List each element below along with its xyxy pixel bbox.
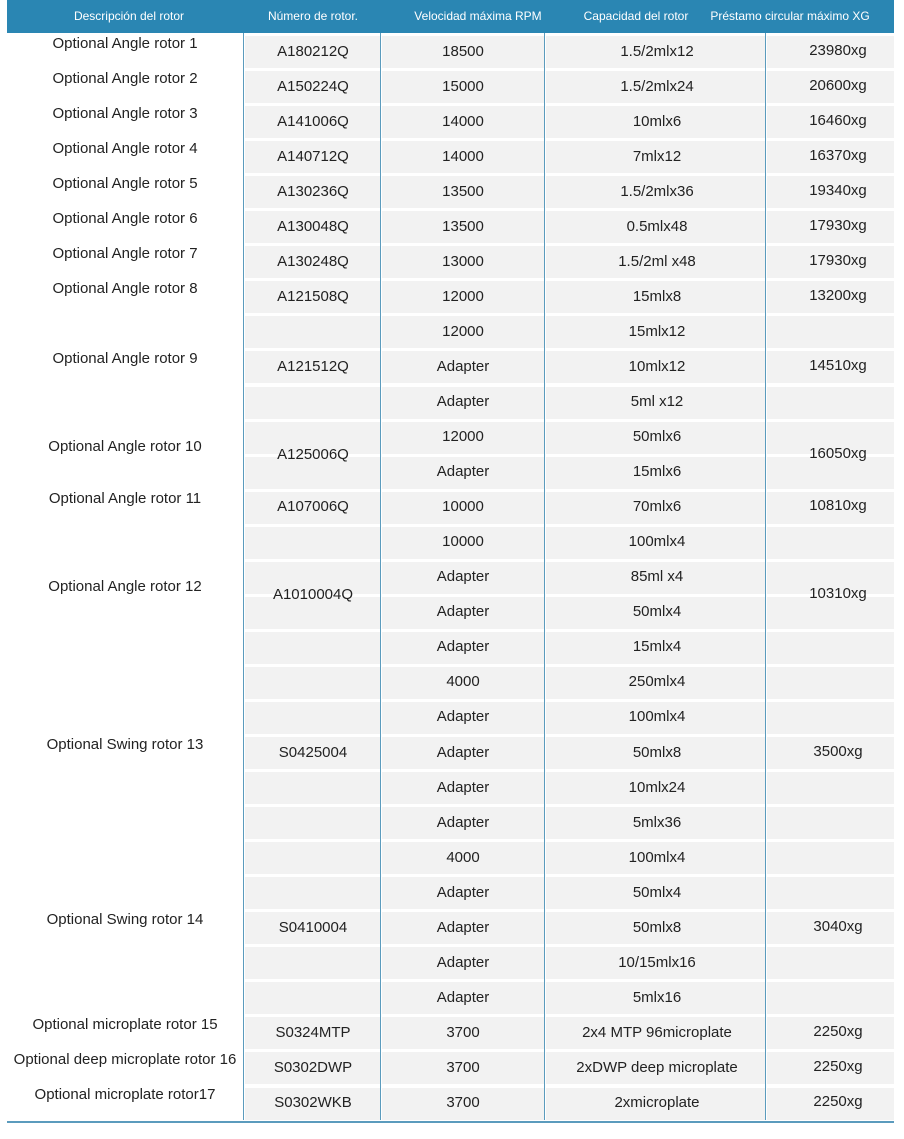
max-rpm: Adapter	[436, 568, 490, 586]
cell-band	[245, 982, 380, 1014]
cell-band	[767, 947, 894, 979]
max-rpm: Adapter	[436, 638, 490, 656]
cell-band	[245, 387, 380, 419]
rotor-number: S0324MTP	[275, 1023, 351, 1041]
cell-band	[767, 982, 894, 1014]
max-xg: 2250xg	[813, 1093, 863, 1111]
max-xg: 16050xg	[809, 444, 867, 462]
cell-band	[245, 316, 380, 348]
rotor-number: A141006Q	[277, 112, 349, 130]
max-rpm: 14000	[442, 147, 484, 165]
rotor-capacity: 50mlx6	[632, 428, 682, 446]
max-rpm: 13000	[442, 252, 484, 270]
rotor-capacity: 1.5/2mlx36	[620, 182, 694, 200]
max-rpm: 12000	[442, 322, 484, 340]
max-rpm: Adapter	[436, 988, 490, 1006]
column-divider	[765, 33, 766, 1120]
rotor-number: A130248Q	[277, 252, 349, 270]
rotor-description: Optional Angle rotor 11	[48, 490, 202, 508]
rotor-number: S0425004	[278, 743, 348, 761]
cell-band	[245, 877, 380, 909]
column-header: Capacidad del rotor	[583, 9, 689, 23]
column-header: Número de rotor.	[267, 9, 359, 23]
rotor-capacity: 1.5/2mlx12	[620, 42, 694, 60]
max-rpm: 3700	[446, 1094, 480, 1112]
max-xg: 16370xg	[809, 146, 867, 164]
rotor-description: Optional microplate rotor17	[34, 1086, 216, 1104]
rotor-description: Optional microplate rotor 15	[32, 1015, 218, 1033]
cell-band	[245, 947, 380, 979]
rotor-capacity: 50mlx8	[632, 743, 682, 761]
column-divider	[544, 33, 545, 1120]
rotor-capacity: 5ml x12	[630, 393, 684, 411]
rotor-capacity: 50mlx4	[632, 603, 682, 621]
cell-band	[245, 842, 380, 874]
max-rpm: 14000	[442, 112, 484, 130]
rotor-description: Optional Angle rotor 3	[52, 104, 198, 122]
max-xg: 3040xg	[813, 917, 863, 935]
rotor-description: Optional Angle rotor 12	[48, 577, 202, 595]
max-rpm: Adapter	[436, 883, 490, 901]
rotor-number: A140712Q	[277, 147, 349, 165]
rotor-capacity: 15mlx12	[628, 322, 686, 340]
rotor-capacity: 10mlx12	[628, 357, 686, 375]
max-xg: 10310xg	[809, 584, 867, 602]
cell-band	[245, 632, 380, 664]
max-rpm: 13500	[442, 217, 484, 235]
rotor-capacity: 5mlx36	[632, 813, 682, 831]
max-rpm: 12000	[442, 287, 484, 305]
cell-band	[245, 527, 380, 559]
rotor-description: Optional Angle rotor 5	[52, 174, 198, 192]
cell-band	[767, 527, 894, 559]
max-rpm: Adapter	[436, 918, 490, 936]
cell-band	[767, 387, 894, 419]
rotor-capacity: 100mlx4	[628, 708, 686, 726]
rotor-description: Optional Angle rotor 10	[48, 437, 202, 455]
cell-band	[767, 772, 894, 804]
max-xg: 17930xg	[809, 251, 867, 269]
table-bottom-border	[7, 1121, 894, 1123]
rotor-capacity: 15mlx4	[632, 638, 682, 656]
max-rpm: Adapter	[436, 357, 490, 375]
rotor-capacity: 1.5/2mlx24	[620, 77, 694, 95]
cell-band	[245, 807, 380, 839]
rotor-description: Optional Angle rotor 8	[52, 279, 198, 297]
max-xg: 2250xg	[813, 1057, 863, 1075]
cell-band	[767, 877, 894, 909]
rotor-description: Optional Angle rotor 2	[52, 69, 198, 87]
max-rpm: 12000	[442, 428, 484, 446]
cell-band	[767, 316, 894, 348]
rotor-capacity: 70mlx6	[632, 498, 682, 516]
rotor-capacity: 5mlx16	[632, 988, 682, 1006]
max-rpm: 4000	[446, 848, 480, 866]
rotor-number: A180212Q	[277, 42, 349, 60]
max-rpm: Adapter	[436, 393, 490, 411]
max-rpm: 3700	[446, 1023, 480, 1041]
rotor-description: Optional Swing rotor 14	[46, 910, 204, 928]
max-xg: 2250xg	[813, 1022, 863, 1040]
cell-band	[245, 772, 380, 804]
rotor-capacity: 100mlx4	[628, 533, 686, 551]
max-rpm: Adapter	[436, 778, 490, 796]
max-rpm: 10000	[442, 498, 484, 516]
max-xg: 23980xg	[809, 41, 867, 59]
rotor-capacity: 10mlx24	[628, 778, 686, 796]
max-xg: 16460xg	[809, 111, 867, 129]
rotor-capacity: 7mlx12	[632, 147, 682, 165]
max-rpm: Adapter	[436, 603, 490, 621]
max-rpm: 15000	[442, 77, 484, 95]
rotor-capacity: 1.5/2ml x48	[618, 252, 696, 270]
rotor-description: Optional Angle rotor 7	[52, 244, 198, 262]
rotor-capacity: 2x4 MTP 96microplate	[582, 1023, 732, 1041]
rotor-description: Optional Angle rotor 4	[52, 139, 198, 157]
max-xg: 3500xg	[813, 742, 863, 760]
rotor-description: Optional Angle rotor 6	[52, 209, 198, 227]
rotor-capacity: 15mlx6	[632, 463, 682, 481]
rotor-number: A121512Q	[277, 357, 349, 375]
rotor-description: Optional Swing rotor 13	[46, 735, 204, 753]
cell-band	[245, 702, 380, 734]
rotor-capacity: 10/15mlx16	[618, 953, 696, 971]
cell-band	[767, 667, 894, 699]
column-header: Descripción del rotor	[73, 9, 185, 23]
max-rpm: Adapter	[436, 813, 490, 831]
rotor-number: A121508Q	[277, 287, 349, 305]
max-rpm: Adapter	[436, 708, 490, 726]
max-xg: 17930xg	[809, 216, 867, 234]
rotor-number: S0410004	[278, 918, 348, 936]
max-rpm: 10000	[442, 533, 484, 551]
max-rpm: Adapter	[436, 463, 490, 481]
max-xg: 20600xg	[809, 76, 867, 94]
rotor-description: Optional Angle rotor 1	[52, 34, 198, 52]
rotor-capacity: 0.5mlx48	[626, 217, 688, 235]
column-header: Préstamo circular máximo XG	[710, 9, 870, 23]
rotor-number: A130236Q	[277, 182, 349, 200]
rotor-number: A1010004Q	[272, 585, 354, 603]
rotor-number: S0302WKB	[274, 1094, 352, 1112]
rotor-capacity: 100mlx4	[628, 848, 686, 866]
rotor-number: A107006Q	[277, 498, 349, 516]
column-divider	[243, 33, 244, 1120]
rotor-capacity: 10mlx6	[632, 112, 682, 130]
cell-band	[767, 842, 894, 874]
cell-band	[767, 632, 894, 664]
rotor-capacity: 50mlx4	[632, 883, 682, 901]
rotor-capacity: 15mlx8	[632, 287, 682, 305]
max-rpm: 4000	[446, 673, 480, 691]
rotor-capacity: 250mlx4	[628, 673, 686, 691]
max-xg: 13200xg	[809, 286, 867, 304]
rotor-number: A125006Q	[277, 445, 349, 463]
max-rpm: Adapter	[436, 743, 490, 761]
rotor-description: Optional deep microplate rotor 16	[13, 1050, 237, 1068]
cell-band	[767, 702, 894, 734]
rotor-capacity: 50mlx8	[632, 918, 682, 936]
rotor-capacity: 2xDWP deep microplate	[576, 1058, 738, 1076]
rotor-description: Optional Angle rotor 9	[52, 349, 198, 367]
cell-band	[767, 807, 894, 839]
cell-band	[245, 667, 380, 699]
max-rpm: 3700	[446, 1058, 480, 1076]
rotor-number: S0302DWP	[273, 1058, 353, 1076]
max-rpm: 13500	[442, 182, 484, 200]
column-divider	[380, 33, 381, 1120]
max-xg: 10810xg	[809, 497, 867, 515]
rotor-number: A130048Q	[277, 217, 349, 235]
rotor-number: A150224Q	[277, 77, 349, 95]
max-xg: 19340xg	[809, 181, 867, 199]
max-rpm: Adapter	[436, 953, 490, 971]
max-xg: 14510xg	[809, 356, 867, 374]
rotor-capacity: 85ml x4	[630, 568, 684, 586]
rotor-capacity: 2xmicroplate	[614, 1094, 700, 1112]
max-rpm: 18500	[442, 42, 484, 60]
column-header: Velocidad máxima RPM	[414, 9, 542, 23]
